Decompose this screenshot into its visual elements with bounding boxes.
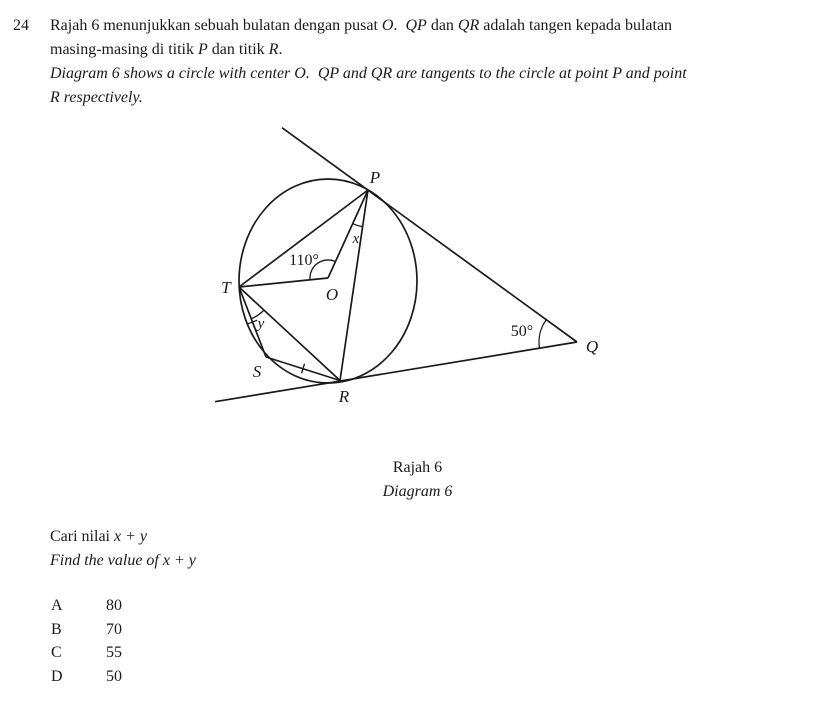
- text-run: QP: [405, 17, 427, 34]
- option-letter: A: [51, 597, 63, 614]
- angle-arc-x: [353, 224, 363, 227]
- question-line-2: [50, 40, 282, 60]
- text-run: O: [381, 17, 394, 34]
- text-run: .: [393, 17, 406, 34]
- label-angle-110: 110°: [289, 252, 319, 269]
- angle-arc-q-50: [539, 320, 546, 349]
- option-value: 55: [106, 644, 122, 662]
- label-angle-50: 50°: [510, 323, 534, 340]
- option-row-c: [51, 643, 122, 667]
- label-point-s: S: [252, 362, 262, 381]
- caption-english: Diagram 6: [382, 483, 453, 500]
- text-run: dan: [426, 17, 458, 34]
- question-line-3: [50, 64, 687, 84]
- label-point-p: P: [369, 168, 381, 187]
- question-line-4: [50, 88, 143, 108]
- chord-pr: [340, 190, 368, 381]
- text-run: Diagram 6 shows a circle with center O. QP and QR are tangents to the circle at point P and point: [50, 65, 687, 82]
- option-letter: C: [51, 644, 62, 662]
- option-row-b: [51, 620, 122, 644]
- text-run: QR: [457, 17, 480, 34]
- chord-tp: [239, 190, 368, 287]
- text-run: dan titik: [207, 41, 269, 58]
- option-value: 70: [106, 620, 122, 638]
- tangent-line-qr: [215, 342, 577, 402]
- text-run: P: [198, 41, 208, 58]
- prompt-english: [50, 551, 196, 571]
- text-run: R respectively.: [50, 89, 143, 106]
- question-number: 24: [13, 17, 29, 34]
- option-letter: B: [51, 620, 62, 638]
- label-angle-x: x: [352, 231, 360, 247]
- circle: [239, 179, 417, 383]
- label-point-t: T: [221, 278, 231, 297]
- text-run: Find the value of x + y: [50, 552, 196, 569]
- option-value: 50: [106, 667, 122, 685]
- caption-malay: Rajah 6: [392, 459, 443, 476]
- text-run: .: [278, 41, 283, 58]
- text-run: adalah tangen kepada bulatan: [479, 17, 673, 34]
- diagram-caption: [330, 456, 505, 504]
- option-row-d: [51, 667, 122, 691]
- geometry-diagram: [130, 110, 650, 420]
- text-run: Cari nilai: [50, 528, 114, 545]
- label-angle-y: y: [257, 316, 265, 332]
- label-point-q: Q: [585, 337, 599, 356]
- option-letter: D: [51, 667, 63, 685]
- label-center-o: O: [325, 285, 339, 304]
- option-row-a: [51, 596, 122, 620]
- answer-options: [51, 596, 122, 690]
- text-run: masing-masing di titik: [50, 41, 198, 58]
- label-point-r: R: [338, 387, 350, 406]
- option-value: 80: [106, 597, 122, 614]
- text-run: Rajah 6 menunjukkan sebuah bulatan dengan pusat: [50, 17, 382, 34]
- text-run: x + y: [113, 528, 147, 545]
- tangent-line-qp: [282, 128, 577, 342]
- prompt-malay: [50, 527, 147, 547]
- text-run: R: [268, 41, 279, 58]
- question-line-1: [50, 16, 672, 36]
- radius-ot: [239, 278, 328, 287]
